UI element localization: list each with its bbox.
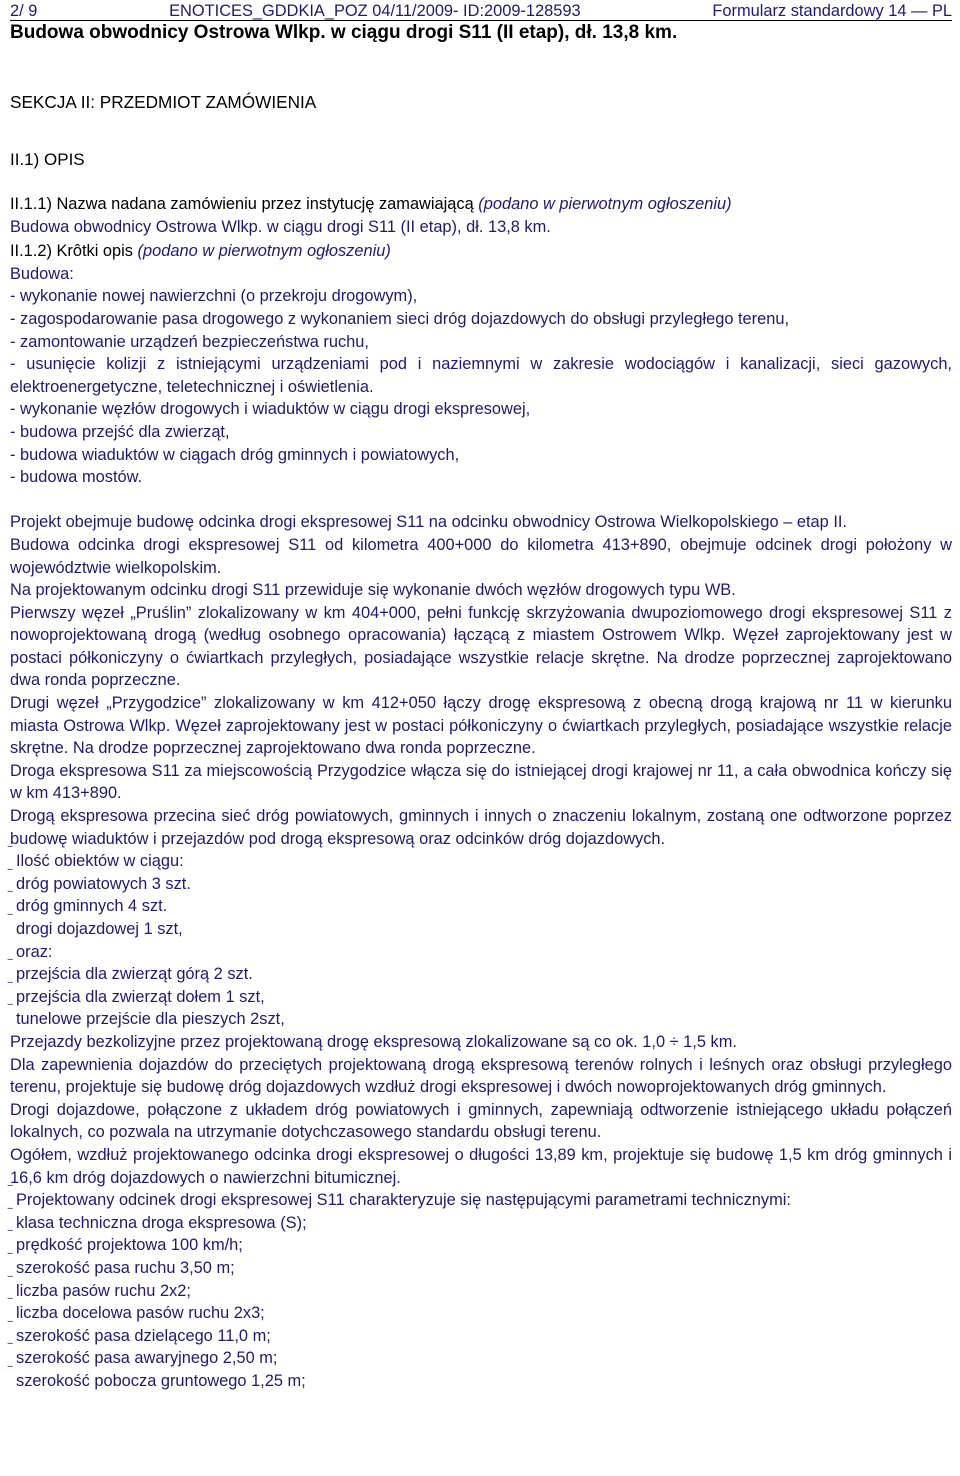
- scope-item: - zagospodarowanie pasa drogowego z wykonaniem sieci dróg dojazdowych do obsługi przyległego terenu,: [10, 309, 790, 328]
- paragraph: Drugi węzeł „Przygodzice” zlokalizowany w km 412+050 łączy drogę ekspresową z obecną drogą krajową nr 11 w kierunku miasta Ostrowa Wlkp. Węzeł zaprojektowany jest w postaci półkoniczyny o ćwiartkach przyległych, posiadające wszystkie relacje skrętne. Na drodze poprzecznej zaprojektowano dwa ronda poprzeczne.: [10, 694, 952, 758]
- scope-item: - budowa przejść dla zwierząt,: [10, 422, 230, 441]
- page-number: 2/ 9: [10, 1, 38, 20]
- paragraph: Pierwszy węzeł „Pruślin” zlokalizowany w km 404+000, pełni funkcję skrzyżowania dwupoziomowego drogi ekspresowej S11 z nowoprojektowaną drogą (według osobnego opracowania) łączącą z miastem Ostrowem Wlkp. Węzeł zaprojektowany jest w postaci półkoniczyny o ćwiartkach przyległych, posiadające wszystkie relacje skrętne. Na drodze poprzecznej zaprojektowano dwa ronda poprzeczne.: [10, 603, 952, 690]
- paragraph: Droga ekspresowa S11 za miejscowością Przygodzice włącza się do istniejącej drogi krajowej nr 11, a cała obwodnica kończy się w km 413+890.: [10, 761, 952, 803]
- section-title: SEKCJA II: PRZEDMIOT ZAMÓWIENIA: [10, 92, 317, 112]
- list-item: ‾ przejścia dla zwierząt górą 2 szt.: [10, 963, 952, 986]
- paragraph: Ogółem, wzdłuż projektowanego odcinka drogi ekspresowej o długości 13,89 km, projektuje się budowę 1,5 km dróg gminnych i 16,6 km dróg dojazdowych o nawierzchni bitumicznej.: [10, 1145, 952, 1187]
- paragraph: Budowa odcinka drogi ekspresowej S11 od kilometra 400+000 do kilometra 413+890, obejmuje odcinek drogi położony w województwie wielkopolskim.: [10, 535, 952, 577]
- subsection-title: II.1) OPIS: [10, 150, 85, 169]
- paragraph: Projekt obejmuje budowę odcinka drogi ekspresowej S11 na odcinku obwodnicy Ostrowa Wielkopolskiego – etap II.: [10, 513, 847, 532]
- dash-mark: ‾: [8, 1341, 13, 1357]
- objects-heading: ‾ Ilość obiektów w ciągu:: [10, 850, 952, 873]
- list-item: ‾ szerokość pobocza gruntowego 1,25 m;: [10, 1370, 952, 1393]
- field-description-label: II.1.2) Krôtki opis: [10, 242, 133, 261]
- dash-mark: ‾: [8, 1250, 13, 1266]
- paragraph: Przejazdy bezkolizyjne przez projektowaną drogę ekspresową zlokalizowane są co ok. 1,0 ÷ 1,5 km.: [10, 1032, 737, 1051]
- field-name-label: II.1.1) Nazwa nadana zamówieniu przez instytucję zamawiającą: [10, 195, 474, 213]
- dash-mark: ‾: [8, 866, 13, 882]
- paragraph: Drogą ekspresowa przecina sieć dróg powiatowych, gminnych i innych o znaczeniu lokalnym, zostaną one odtworzone poprzez budowę wiaduktów i przejazdów pod drogą ekspresową oraz odcinków dróg dojazdowych.: [10, 807, 952, 848]
- scope-intro: Budowa:: [10, 264, 74, 283]
- list-item: ‾ drogi dojazdowej 1 szt,: [10, 918, 952, 941]
- scope-item: - budowa wiaduktów w ciągach dróg gminnych i powiatowych,: [10, 445, 460, 464]
- list-item: ‾ przejścia dla zwierząt dołem 1 szt,: [10, 986, 952, 1009]
- description-text: [10, 263, 952, 1393]
- document-body: [10, 193, 952, 1392]
- dash-mark: ‾: [8, 1273, 13, 1289]
- list-item: ‾ szerokość pasa dzielącego 11,0 m;: [10, 1325, 952, 1348]
- field-description-heading: [10, 240, 952, 263]
- dash-mark: ‾: [8, 957, 13, 973]
- header-divider: [10, 20, 952, 21]
- scope-item: - zamontowanie urządzeń bezpieczeństwa ruchu,: [10, 332, 369, 351]
- field-description-note: (podano w pierwotnym ogłoszeniu): [137, 242, 391, 261]
- scope-item: - budowa mostów.: [10, 468, 143, 487]
- dash-mark: ‾: [8, 1296, 13, 1312]
- list-item: ‾ tunelowe przejście dla pieszych 2szt,: [10, 1008, 952, 1031]
- dash-mark: ‾: [8, 1002, 13, 1018]
- list-item: ‾ dróg powiatowych 3 szt.: [10, 873, 952, 896]
- field-name-heading: [10, 193, 952, 216]
- field-name-note: (podano w pierwotnym ogłoszeniu): [478, 195, 732, 213]
- list-item: ‾ liczba pasów ruchu 2x2;: [10, 1280, 952, 1303]
- list-item: ‾ dróg gminnych 4 szt.: [10, 895, 952, 918]
- dash-mark: ‾: [8, 912, 13, 927]
- also-heading: oraz:: [16, 942, 53, 961]
- list-item: ‾ szerokość pasa ruchu 3,50 m;: [10, 1257, 952, 1280]
- dash-mark: ‾: [8, 1228, 13, 1244]
- params-heading: ‾ Projektowany odcinek drogi ekspresowej S11 charakteryzuje się następującymi parametrami technicznymi:: [10, 1189, 952, 1212]
- dash-mark: ‾: [8, 1183, 13, 1199]
- form-name: Formularz standardowy 14 — PL: [712, 1, 952, 20]
- list-item: ‾ liczba docelowa pasów ruchu 2x3;: [10, 1302, 952, 1325]
- dash-mark: ‾: [8, 1318, 13, 1334]
- field-name-value: Budowa obwodnicy Ostrowa Wlkp. w ciągu drogi S11 (II etap), dł. 13,8 km.: [10, 217, 551, 236]
- page-header: [10, 0, 952, 22]
- paragraph: Na projektowanym odcinku drogi S11 przewiduje się wykonanie dwóch węzłów drogowych typu WB.: [10, 581, 736, 600]
- paragraph: Dla zapewnienia dojazdów do przeciętych projektowaną drogą ekspresową terenów rolnych i leśnych oraz obsługi przyległego terenu, projektuje się budowę dróg dojazdowych wzdłuż drogi ekspresowej i dwóch nowoprojektowanych dróg gminnych.: [10, 1055, 952, 1097]
- document-title: Budowa obwodnicy Ostrowa Wlkp. w ciągu drogi S11 (II etap), dł. 13,8 km.: [10, 22, 678, 43]
- dash-mark: ‾: [8, 1205, 13, 1221]
- dash-mark: ‾: [8, 1363, 13, 1379]
- list-item: ‾ klasa techniczna droga ekspresowa (S);: [10, 1212, 952, 1235]
- dash-mark: ‾: [8, 889, 13, 905]
- list-item: ‾ szerokość pasa awaryjnego 2,50 m;: [10, 1347, 952, 1370]
- notice-id: ENOTICES_GDDKIA_POZ 04/11/2009- ID:2009-128593: [169, 1, 581, 20]
- paragraph: Drogi dojazdowe, połączone z układem dróg powiatowych i gminnych, zapewniają odtworzenie istniejącego układu połączeń lokalnych, co pozwala na utrzymanie dotychczasowego standardu obsługi terenu.: [10, 1100, 952, 1142]
- scope-item: - wykonanie nowej nawierzchni (o przekroju drogowym),: [10, 287, 418, 306]
- dash-mark: ‾: [8, 844, 13, 860]
- list-item: ‾ prędkość projektowa 100 km/h;: [10, 1234, 952, 1257]
- dash-mark: ‾: [8, 979, 13, 995]
- scope-item: - usunięcie kolizji z istniejącymi urządzeniami pod i naziemnymi w zakresie wodociągów i kanalizacji, sieci gazowych, elektroenergetyczne, teletechnicznej i oświetlenia.: [10, 355, 952, 396]
- scope-item: - wykonanie węzłów drogowych i wiaduktów w ciągu drogi ekspresowej,: [10, 400, 531, 419]
